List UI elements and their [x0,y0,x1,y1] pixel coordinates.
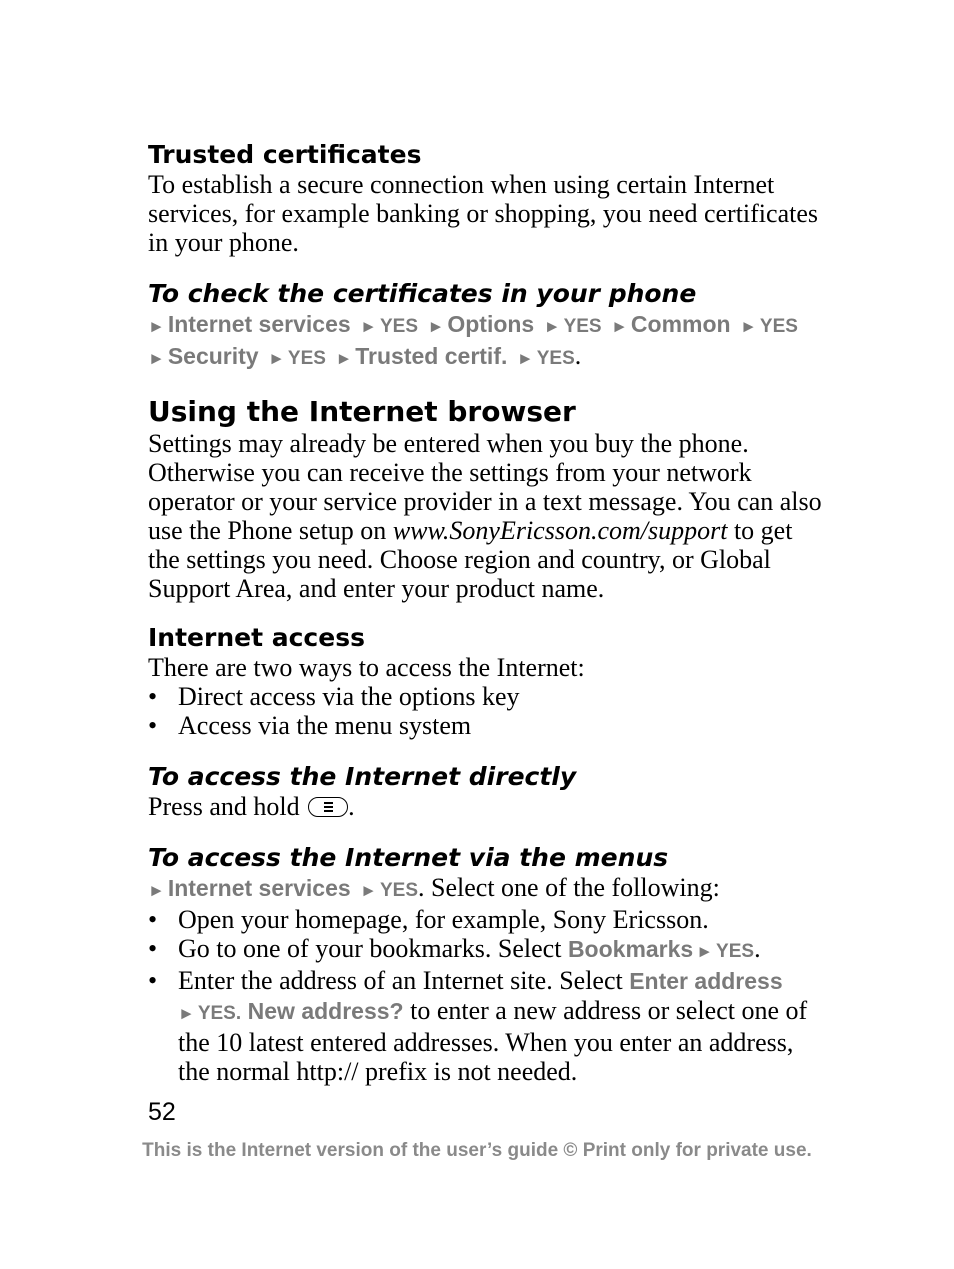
bullet-list [148,682,828,740]
list-item [148,934,828,966]
menu-path [148,309,828,341]
arrow-icon: ► [427,317,445,336]
menu-item: New address? [247,998,404,1024]
paragraph [148,792,828,821]
section-heading: Internet access [148,623,365,652]
page-number: 52 [148,1098,176,1126]
bullet: • [148,966,158,995]
arrow-icon: ► [148,349,165,368]
menu-access-section [148,843,828,1086]
yes-key: YES [197,1003,236,1024]
list-item-text: Go to one of your bookmarks. Select [178,934,568,963]
arrow-icon: ► [335,349,353,368]
menu-item: Common [630,311,731,337]
menu-item: Trusted certif. [355,343,508,369]
arrow-icon: ► [611,317,628,336]
list-item-text: Access via the menu system [178,711,472,740]
menu-item: Internet services [167,311,351,337]
menu-path [148,341,828,373]
paragraph: To establish a secure connection when using certain Internet services, for example banking or shopping, you need certificates in your phone. [148,170,818,257]
arrow-icon: ► [740,317,757,336]
menu-path [148,873,828,905]
yes-key: YES [759,316,798,337]
paragraph: There are two ways to access the Internet: [148,653,585,682]
section-heading: Trusted certificates [148,140,422,169]
paragraph-text: . Select one of the following: [418,873,720,902]
procedure-heading: To access the Internet via the menus [148,843,669,872]
yes-key: YES [716,941,755,962]
yes-key: YES [563,316,602,337]
bullet: • [148,682,158,711]
arrow-icon: ► [543,317,561,336]
arrow-icon: ► [148,881,165,900]
arrow-icon: ► [148,317,165,336]
support-url: www.SonyEricsson.com/support [392,516,728,545]
menu-item: Enter address [629,968,783,994]
arrow-icon: ► [516,349,534,368]
arrow-icon: ► [268,349,285,368]
period: . [754,934,761,963]
list-item-text: to enter a new address or select one of the 10 latest entered addresses. When you enter an address, the normal http:// prefix is not needed. [178,996,808,1086]
arrow-icon: ► [696,942,714,961]
bullet: • [148,905,158,934]
direct-access-section [148,762,828,821]
arrow-icon: ► [360,317,377,336]
arrow-icon: ► [360,881,377,900]
bullet-list [148,905,828,1086]
procedure-heading: To access the Internet directly [148,762,577,791]
list-item-text: Enter the address of an Internet site. Select [178,966,630,995]
list-item [148,711,828,740]
check-certificates-section [148,279,828,373]
period: . [348,792,355,821]
bullet: • [148,934,158,963]
paragraph [148,429,828,603]
bullet: • [148,711,158,740]
procedure-heading: To check the certificates in your phone [148,279,697,308]
yes-key: YES [379,880,419,901]
list-item-text: Direct access via the options key [178,682,520,711]
chapter-heading: Using the Internet browser [148,395,576,428]
yes-key: YES [536,348,575,369]
menu-item: Security [167,343,259,369]
list-item [148,966,828,1086]
period: . [235,1003,242,1024]
footer-notice: This is the Internet version of the user’s guide © Print only for private use. [142,1140,812,1161]
yes-key: YES [379,316,419,337]
list-item [148,682,828,711]
yes-key: YES [287,348,326,369]
options-key-icon [308,797,348,817]
arrow-icon: ► [178,1004,195,1023]
internet-browser-section [148,395,828,603]
paragraph-text: to get the settings you need. Choose region and country, or Global Support Area, and enter your product name. [148,516,793,603]
menu-item: Internet services [167,875,351,901]
paragraph-text: Settings may already be entered when you buy the phone. Otherwise you can receive the settings from your network operator or your service provider in a text message. You can also use the Phone setup on [148,429,822,545]
menu-item: Options [447,311,535,337]
period: . [574,341,582,370]
list-item-text: Open your homepage, for example, Sony Ericsson. [178,905,709,934]
menu-item: Bookmarks [567,936,694,962]
list-item [148,905,828,934]
manual-page [148,140,828,1086]
trusted-certificates-section [148,140,828,257]
internet-access-section [148,623,828,740]
paragraph-text: Press and hold [148,792,307,821]
